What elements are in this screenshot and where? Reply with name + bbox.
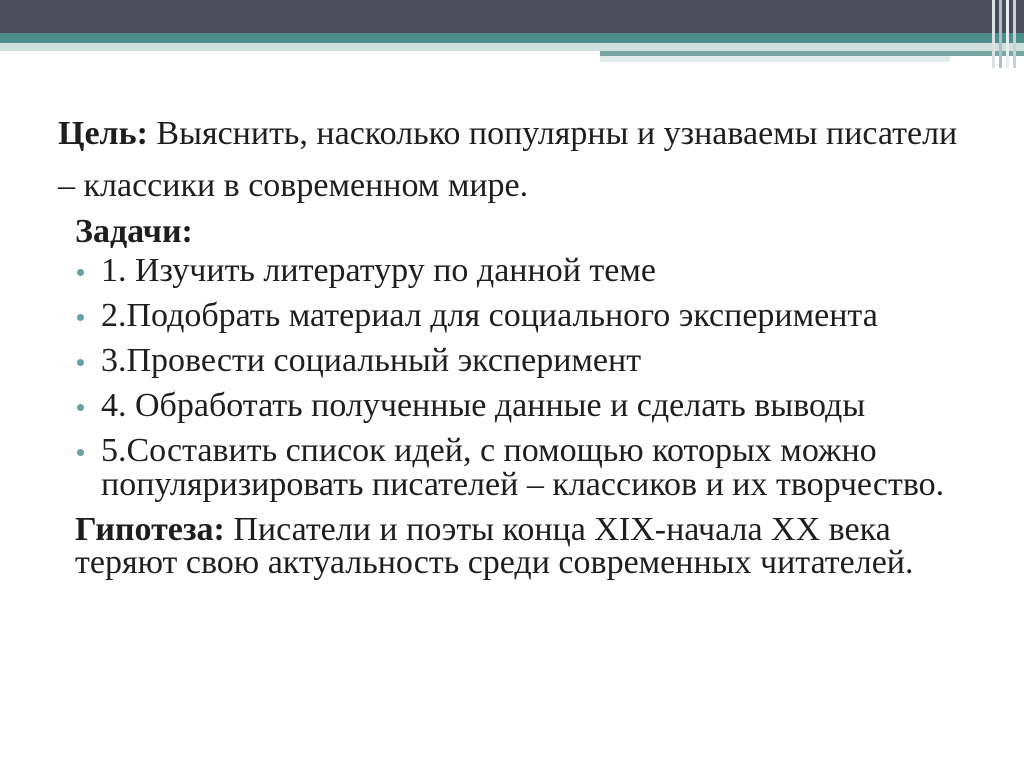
goal-paragraph: [58, 108, 978, 212]
bullet-icon: [77, 404, 84, 411]
bullet-icon: [77, 359, 84, 366]
hypothesis-label: Гипотеза:: [75, 511, 225, 548]
slide-content: [58, 108, 978, 579]
header-pale-accent-stripe: [600, 56, 950, 62]
task-text: 5.Составить список идей, с помощью которых можно популяризировать писателей – классиков и их творчество.: [101, 432, 945, 503]
bullet-icon: [77, 449, 84, 456]
task-text: 4. Обработать полученные данные и сделать выводы: [101, 387, 866, 424]
list-item: [75, 299, 978, 333]
bullet-icon: [77, 314, 84, 321]
tasks-list: [75, 254, 978, 502]
header-light-stripe: [0, 43, 1024, 51]
list-item: [75, 434, 978, 502]
header-teal-stripe: [0, 33, 1024, 43]
bullet-icon: [77, 269, 84, 276]
tasks-title: Задачи:: [75, 213, 193, 250]
task-text: 3.Провести социальный эксперимент: [101, 342, 642, 379]
list-item: [75, 344, 978, 378]
header-vertical-lines: [988, 0, 1024, 68]
list-item: [75, 254, 978, 288]
header-dark-bar: [0, 0, 1024, 33]
list-item: [75, 389, 978, 423]
task-text: 2.Подобрать материал для социального эксперимента: [101, 297, 878, 334]
hypothesis-text: Писатели и поэты конца XIX-начала XX века теряют свою актуальность среди современных читателей.: [75, 511, 914, 581]
goal-text: Выяснить, насколько популярны и узнаваемы писатели – классики в современном мире.: [58, 115, 958, 204]
task-text: 1. Изучить литературу по данной теме: [101, 252, 656, 289]
goal-label: Цель:: [58, 115, 148, 152]
hypothesis-paragraph: [75, 513, 978, 579]
